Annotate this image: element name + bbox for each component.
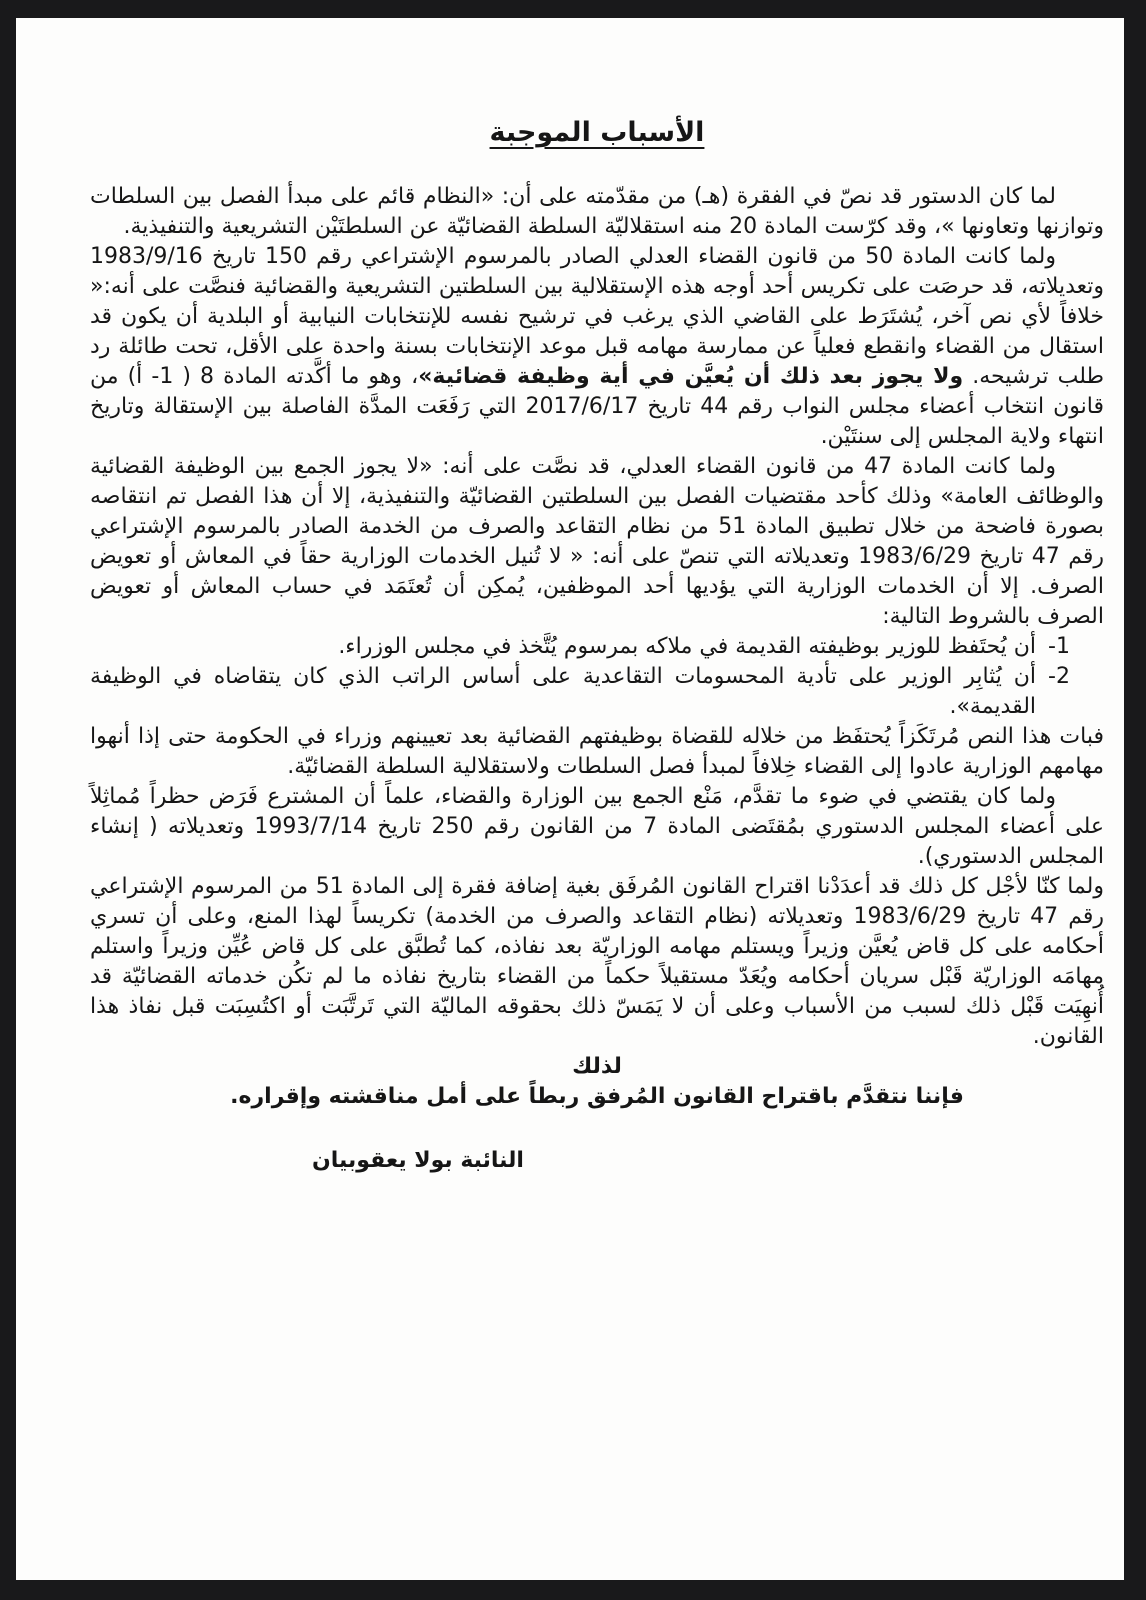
paragraph-text: ولما كانت المادة 50 من قانون القضاء العدلي الصادر بالمرسوم الإشتراعي رقم 150 تاريخ 1983/9/16 وتعديلاته، قد حرصَت على تكريس أحد أوجه هذه الإستقلالية بين السلطتين التشريعية والقضائية فنصَّت على أنه:« خلافاً لأي نص آخر، يُشتَرَط على القاضي الذي يرغب في ترشيح نفسه للإنتخابات النيابية أو البلدية أن يكون قد استقال من القضاء وانقطع فعلياً عن ممارسة مهامه قبل موعد الإنتخابات بسنة واحدة على الأقل، تحت طائلة رد طلب ترشيحه. [90, 244, 1104, 389]
closing-word: لذلك [572, 1054, 622, 1079]
paragraph-proposal [90, 872, 1104, 1052]
page-title: الأسباب الموجبة [489, 117, 705, 148]
document-page [16, 18, 1124, 1580]
conditions-list [90, 632, 1104, 722]
bold-quote-judicial-appointment: ولا يجوز بعد ذلك أن يُعيَّن في أية وظيفة قضائية» [418, 364, 964, 389]
list-item-2-text: أن يُثابِر الوزير على تأدية المحسومات التقاعدية على أساس الراتب الذي كان يتقاضاه في الوظيفة القديمة». [90, 664, 1037, 719]
signature-mp-name: النائبة بولا يعقوبيان [312, 1148, 524, 1173]
paragraph-constitution [90, 182, 1104, 242]
paragraph-text: ولما كنّا لأجْل كل ذلك قد أعدَدْنا اقتراح القانون المُرفَق بغية إضافة فقرة إلى المادة 51 من المرسوم الإشتراعي رقم 47 تاريخ 1983/6/29 وتعديلاته (نظام التقاعد والصرف من الخدمة) تكريساً لهذا المنع، وعلى أن تسري أحكامه على كل قاض يُعيَّن وزيراً ويستلم مهامه الوزاريّة بعد نفاذه، كما تُطبَّق على كل قاض عُيِّن وزيراً واستلم مهامَه الوزاريّة قَبْل سريان أحكامه ويُعَدّ مستقيلاً حكماً من القضاء بتاريخ نفاذه ما لم تكُن خدماته القضائيّة قد أُنهِيَت قَبْل ذلك لسبب من الأسباب وعلى أن لا يَمَسّ ذلك بحقوقه الماليّة التي تَرتَّبَت أو اكتُسِبَت قبل نفاذ هذا القانون. [90, 874, 1104, 1049]
list-item-1-text: أن يُحتَفظ للوزير بوظيفته القديمة في ملاكه بمرسوم يُتَّخذ في مجلس الوزراء. [338, 634, 1037, 659]
paragraph-text: لما كان الدستور قد نصّ في الفقرة (هـ) من مقدّمته على أن: «النظام قائم على مبدأ الفصل بين السلطات وتوازنها وتعاونها »، وقد كرّست المادة 20 منه استقلاليّة السلطة القضائيّة عن السلطتَيْن التشريعية والتنفيذية. [90, 184, 1104, 239]
closing-sentence: فإننا نتقدَّم باقتراح القانون المُرفق ربطاً على أمل مناقشته وإقراره. [230, 1084, 964, 1109]
list-item-1 [90, 632, 1070, 662]
paragraph-article-47 [90, 452, 1104, 632]
list-item-2-marker: 2- [1048, 664, 1070, 689]
paragraph-text: ولما كان يقتضي في ضوء ما تقدَّم، مَنْع الجمع بين الوزارة والقضاء، علماً أن المشترع فَرَض حظراً مُماثِلاً على أعضاء المجلس الدستوري بمُقتَضى المادة 7 من القانون رقم 250 تاريخ 1993/7/14 وتعديلاته ( إنشاء المجلس الدستوري). [90, 784, 1105, 869]
document-body [90, 116, 1104, 1176]
paragraph-text: ولما كانت المادة 47 من قانون القضاء العدلي، قد نصَّت على أنه: «لا يجوز الجمع بين الوظيفة القضائية والوظائف العامة» وذلك كأحد مقتضيات الفصل بين السلطتين القضائيّة والتنفيذية، إلا أن هذا الفصل تم انتقاصه بصورة فاضحة من خلال تطبيق المادة 51 من نظام التقاعد والصرف من الخدمة الصادر بالمرسوم الإشتراعي رقم 47 تاريخ 1983/6/29 وتعديلاته التي تنصّ على أنه: « لا تُنيل الخدمات الوزارية حقاً في المعاش أو تعويض الصرف. إلا أن الخدمات الوزارية التي يؤديها أحد الموظفين، يُمكِن أن تُعتَمَد في حساب المعاش أو تعويض الصرف بالشروط التالية: [90, 454, 1104, 629]
list-item-2 [90, 662, 1070, 722]
paragraph-text: فبات هذا النص مُرتَكَزاً يُحتفَظ من خلاله للقضاة بوظيفتهم القضائية بعد تعيينهم وزراء في الحكومة حتى إذا أنهوا مهامهم الوزارية عادوا إلى القضاء خِلافاً لمبدأ فصل السلطات ولاستقلالية السلطة القضائيّة. [90, 724, 1104, 779]
paragraph-consequence [90, 722, 1104, 782]
list-item-1-marker: 1- [1048, 634, 1070, 659]
paragraph-article-50 [90, 242, 1104, 452]
paragraph-constitutional-council [90, 782, 1104, 872]
paragraph-text: ، وهو ما أكَّدته المادة 8 ( 1- أ) من قانون انتخاب أعضاء مجلس النواب رقم 44 تاريخ 2017/6/17 التي رَفَعَت المدَّة الفاصلة بين الإستقالة وتاريخ انتهاء ولاية المجلس إلى سنتَيْن. [90, 364, 1105, 449]
